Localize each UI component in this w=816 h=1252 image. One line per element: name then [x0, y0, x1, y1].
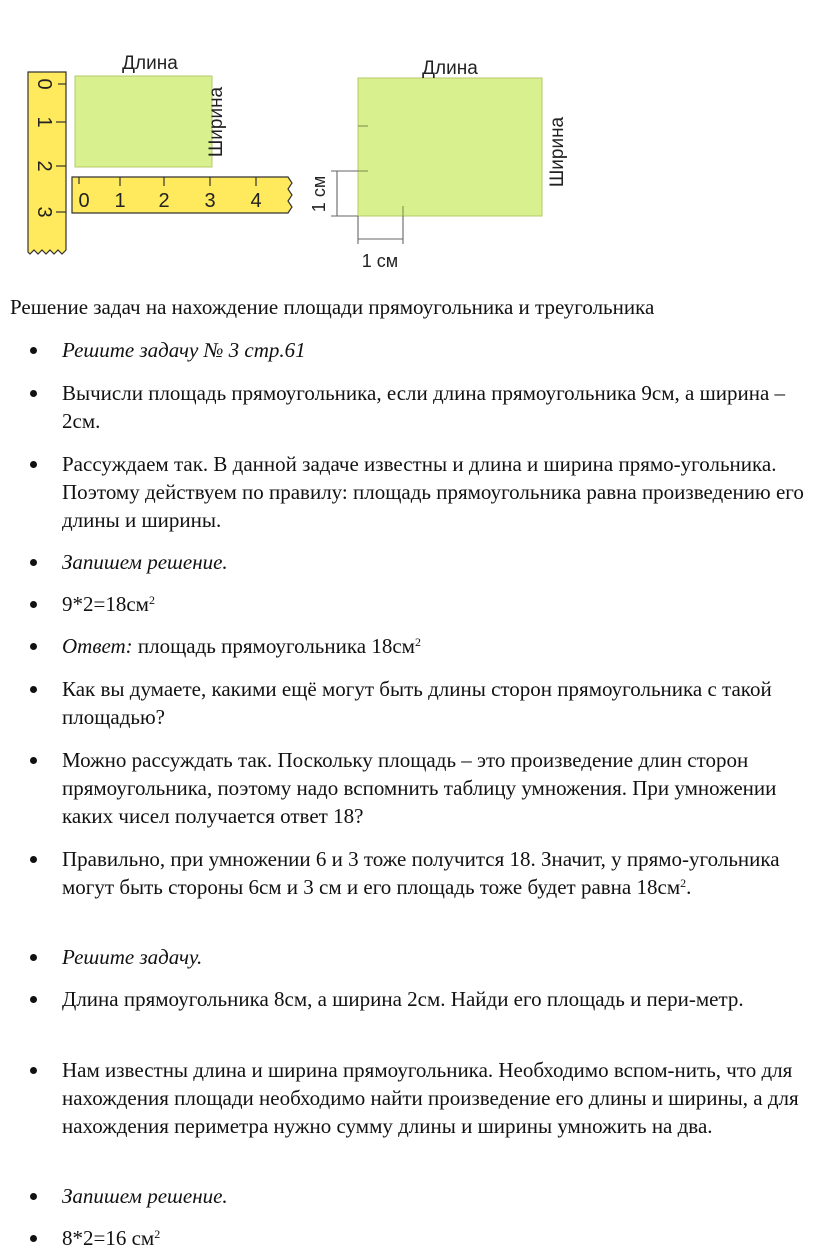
hruler-label-4: 4	[250, 190, 262, 212]
list-item	[62, 1056, 814, 1140]
item-text: Как вы думаете, какими ещё могут быть длины сторон прямоугольника с такой площадью?	[62, 677, 772, 729]
left-length-label: Длина	[122, 53, 178, 74]
hruler-label-0: 0	[78, 190, 90, 212]
right-width-label: Ширина	[547, 116, 568, 188]
item-text: Нам известны длина и ширина прямоугольника. Необходимо вспом-нить, что для нахождения площади необходимо найти произведение его длины и ширины, а для нахождения периметра нужно сумму длины и ширины умножить на два.	[62, 1058, 799, 1138]
bullet-marker	[30, 347, 37, 354]
superscript: 2	[148, 593, 155, 607]
left-width-label: Ширина	[206, 86, 227, 158]
hruler-label-2: 2	[158, 190, 170, 212]
list-item	[62, 336, 814, 364]
superscript: 2	[154, 1227, 161, 1241]
bullet-marker	[30, 1235, 37, 1242]
italic-text: Запишем решение.	[62, 1184, 228, 1208]
list-item	[62, 450, 814, 534]
list-item	[62, 1224, 814, 1252]
list-item	[62, 985, 814, 1013]
bullet-marker	[30, 390, 37, 397]
list-item	[62, 675, 814, 731]
left-figure	[28, 53, 292, 254]
item-text: Правильно, при умножении 6 и 3 тоже получится 18. Значит, у прямо-угольника могут быть стороны 6см и 3 см и его площадь тоже будет равна 18см	[62, 847, 780, 899]
list-item	[62, 548, 814, 576]
bullet-marker	[30, 954, 37, 961]
item-text: Вычисли площадь прямоугольника, если длина прямоугольника 9см, а ширина – 2см.	[62, 381, 786, 433]
small-rectangle	[75, 76, 212, 167]
bullet-marker	[30, 996, 37, 1003]
vruler-label-2: 2	[33, 160, 55, 172]
right-length-label: Длина	[422, 58, 478, 79]
bullet-marker	[30, 601, 37, 608]
bullet-marker	[30, 1193, 37, 1200]
large-rectangle	[358, 78, 542, 216]
italic-text: Решите задачу № 3 стр.61	[62, 338, 306, 362]
unit-label-vertical: 1 см	[309, 175, 329, 213]
list-item	[62, 590, 814, 618]
italic-text: Ответ:	[62, 634, 133, 658]
unit-bracket-vertical	[331, 171, 358, 216]
italic-text: Запишем решение.	[62, 550, 228, 574]
illustration	[0, 0, 816, 290]
page-heading: Решение задач на нахождение площади прямоугольника и треугольника	[10, 295, 655, 319]
bullet-marker	[30, 643, 37, 650]
italic-text: Решите задачу.	[62, 945, 203, 969]
list-item	[62, 379, 814, 435]
item-text: Рассуждаем так. В данной задаче известны и длина и ширина прямо-угольника. Поэтому действуем по правилу: площадь прямоугольника равна произведению его длины и ширины.	[62, 452, 804, 532]
item-text: .	[686, 875, 692, 899]
unit-bracket-horizontal	[358, 216, 403, 244]
vruler-label-0: 0	[33, 78, 55, 90]
item-text: площадь прямоугольника 18см	[132, 634, 415, 658]
item-text: Можно рассуждать так. Поскольку площадь – это произведение длин сторон прямоугольника, поэтому надо вспомнить таблицу умножения. При умножении каких чисел получается ответ 18?	[62, 748, 777, 828]
superscript: 2	[414, 635, 421, 649]
right-figure	[309, 58, 568, 271]
superscript: 2	[680, 876, 687, 890]
bullet-marker	[30, 856, 37, 863]
bullet-marker	[30, 1067, 37, 1074]
bullet-marker	[30, 757, 37, 764]
bullet-marker	[30, 686, 37, 693]
hruler-label-3: 3	[204, 190, 216, 212]
item-text: 8*2=16 см	[62, 1226, 155, 1250]
list-item	[62, 845, 814, 901]
list-item	[62, 1182, 814, 1210]
unit-label-horizontal: 1 см	[361, 251, 399, 271]
vruler-label-3: 3	[33, 206, 55, 218]
vruler-label-1: 1	[33, 116, 55, 128]
bullet-marker	[30, 461, 37, 468]
item-text: 9*2=18см	[62, 592, 149, 616]
list-item	[62, 943, 814, 971]
item-text: Длина прямоугольника 8см, а ширина 2см. Найди его площадь и пери-метр.	[62, 987, 744, 1011]
list-item	[62, 632, 814, 660]
bullet-marker	[30, 559, 37, 566]
list-item	[62, 746, 814, 830]
hruler-label-1: 1	[114, 190, 126, 212]
